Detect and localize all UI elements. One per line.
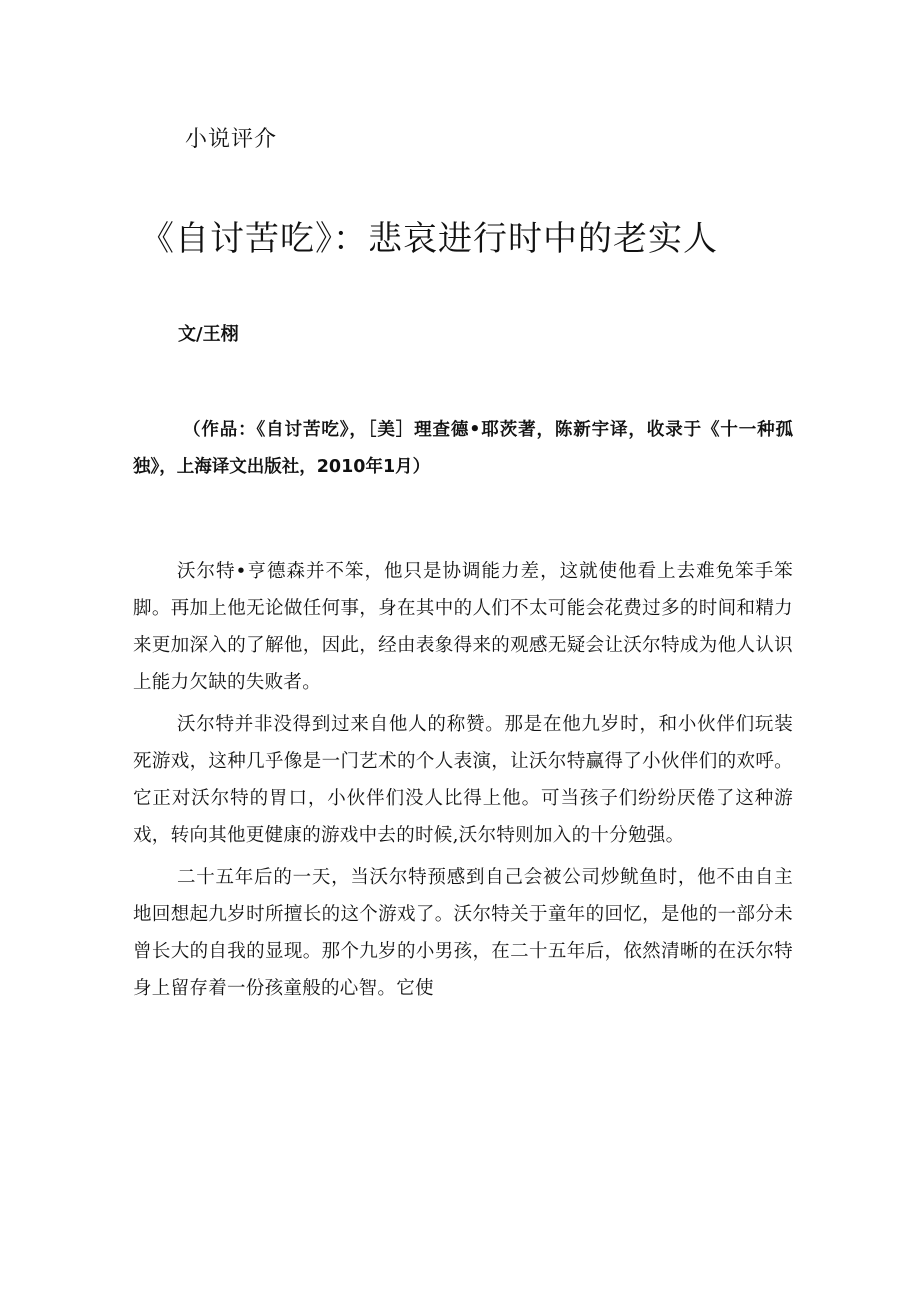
article-body xyxy=(133,553,793,1012)
article-title: 《自讨苦吃》：悲哀进行时中的老实人 xyxy=(140,219,718,259)
body-paragraph: 沃尔特•亨德森并不笨，他只是协调能力差，这就使他看上去难免笨手笨脚。再加上他无论做任何事，身在其中的人们不太可能会花费过多的时间和精力来更加深入的了解他，因此，经由表象得来的观感无疑会让沃尔特成为他人认识上能力欠缺的失败者。 xyxy=(133,561,793,693)
category-label: 小说评介 xyxy=(185,127,278,152)
body-paragraph: 沃尔特并非没得到过来自他人的称赞。那是在他九岁时，和小伙伴们玩装死游戏，这种几乎像是一门艺术的个人表演，让沃尔特赢得了小伙伴们的欢呼。它正对沃尔特的胃口，小伙伴们没人比得上他。可当孩子们纷纷厌倦了这种游戏，转向其他更健康的游戏中去的时候,沃尔特则加入的十分勉强。 xyxy=(133,714,793,846)
author-byline: 文/王栩 xyxy=(178,324,239,345)
source-note: （作品：《自讨苦吃》，［美］理查德•耶茨著，陈新宇译，收录于《十一种孤独》，上海译文出版社，2010年1月） xyxy=(133,420,793,477)
body-paragraph: 二十五年后的一天，当沃尔特预感到自己会被公司炒鱿鱼时，他不由自主地回想起九岁时所擅长的这个游戏了。沃尔特关于童年的回忆，是他的一部分未曾长大的自我的显现。那个九岁的小男孩，在二十五年后，依然清晰的在沃尔特身上留存着一份孩童般的心智。它使 xyxy=(133,867,793,999)
